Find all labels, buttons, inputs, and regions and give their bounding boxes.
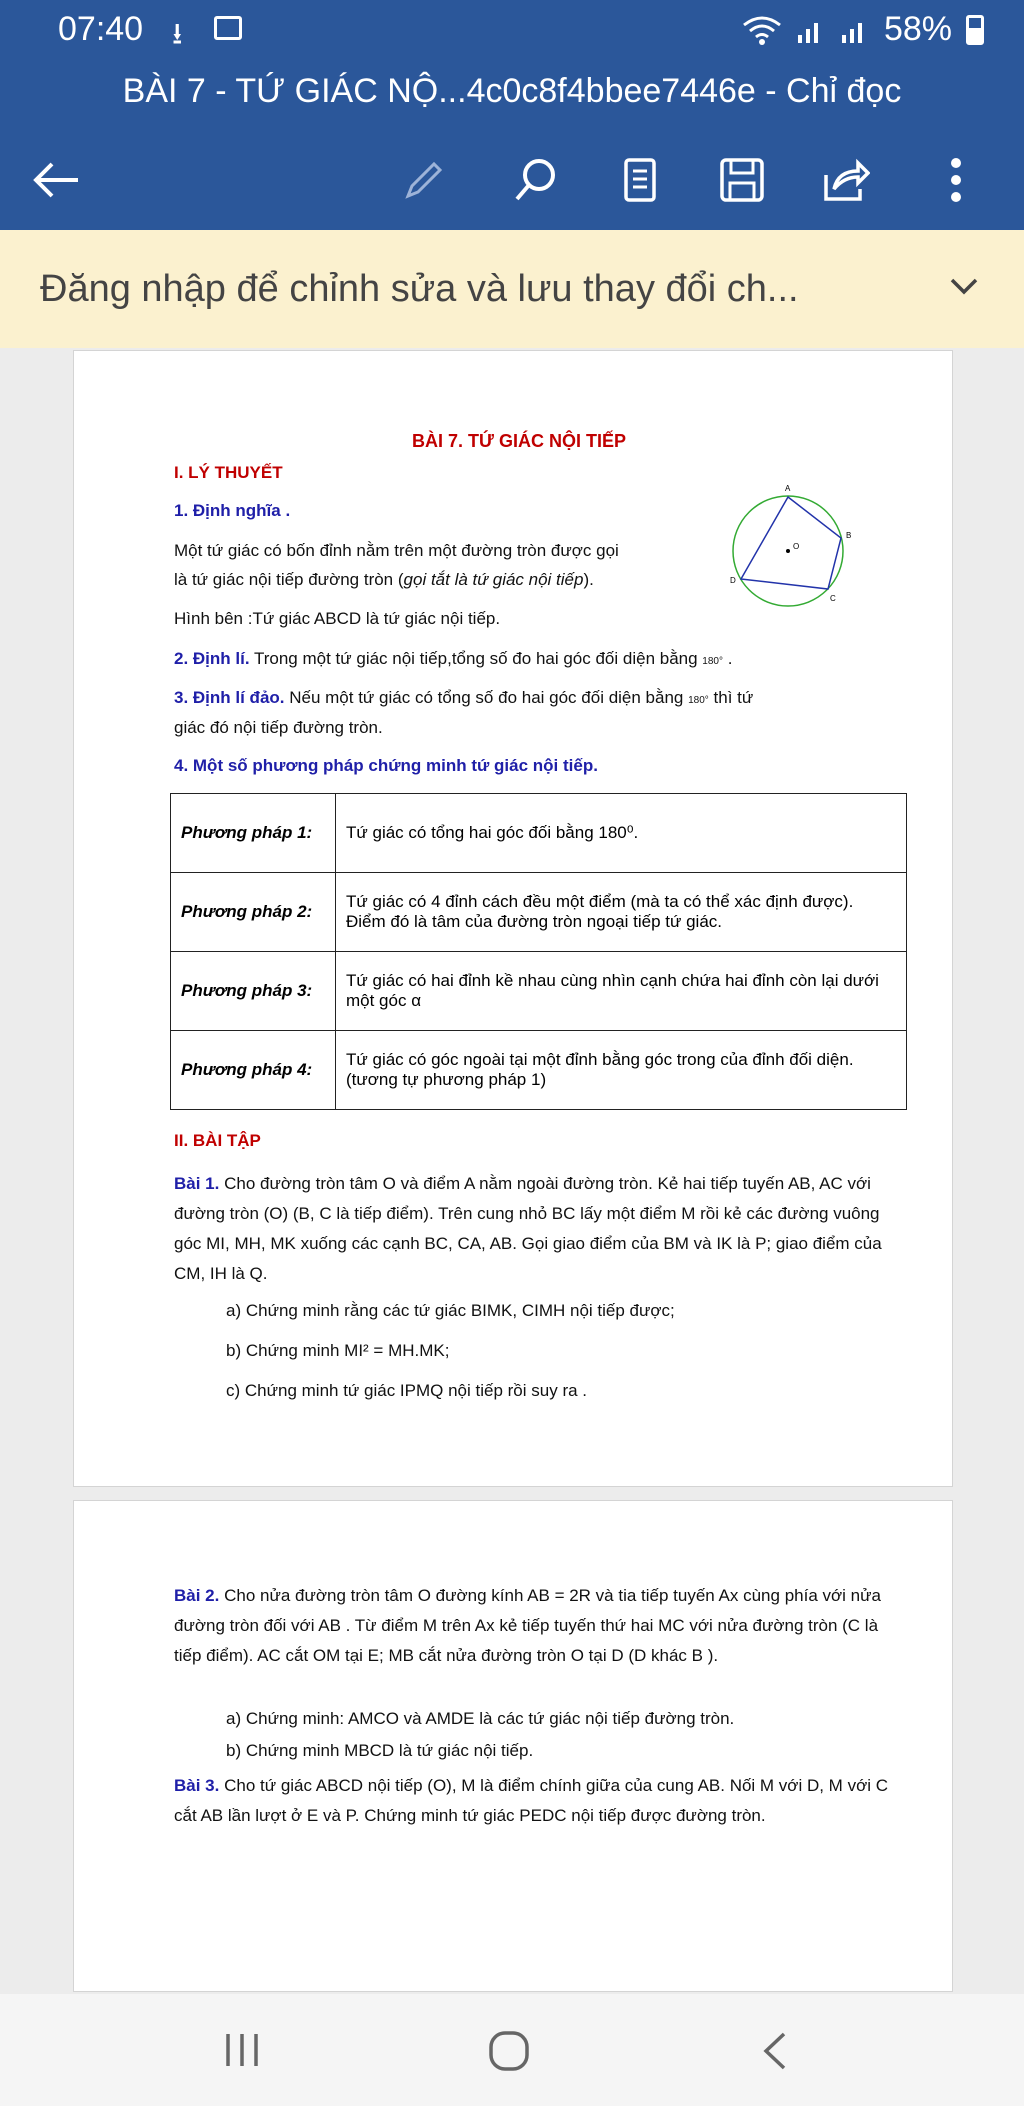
save-icon — [719, 157, 765, 203]
section-exercises: II. BÀI TẬP — [174, 1131, 261, 1150]
label-a: A — [785, 484, 791, 493]
method-name: Phương pháp 4: — [171, 1031, 336, 1110]
label-b: B — [846, 531, 852, 540]
method-desc: Tứ giác có tổng hai góc đối bằng 180⁰. — [336, 794, 907, 873]
chevron-down-icon[interactable] — [944, 266, 984, 311]
converse-label: 3. Định lí đảo. — [174, 688, 285, 707]
doc-title: BÀI 7. TỨ GIÁC NỘI TIẾP — [412, 431, 626, 451]
document-title: BÀI 7 - TỨ GIÁC NỘ...4c0c8f4bbee7446e - Chỉ đọc — [0, 64, 1024, 134]
nav-back-icon — [760, 2030, 790, 2072]
table-row — [171, 794, 907, 873]
method-name: Phương pháp 3: — [171, 952, 336, 1031]
more-vertical-icon — [950, 157, 962, 203]
exercise-1-label: Bài 1. — [174, 1174, 220, 1193]
image-notification-icon — [214, 16, 242, 40]
exercise-1-b: b) Chứng minh MI² = MH.MK; — [226, 1341, 450, 1360]
methods-table — [170, 793, 907, 1110]
section-theory: I. LÝ THUYẾT — [174, 463, 283, 482]
signin-banner[interactable] — [0, 230, 1024, 348]
nav-back-button[interactable] — [760, 2030, 790, 2077]
exercise-2-b: b) Chứng minh MBCD là tứ giác nội tiếp. — [226, 1741, 534, 1760]
battery-icon — [966, 15, 984, 45]
converse-line-2: giác đó nội tiếp đường tròn. — [174, 718, 383, 737]
document-view-icon — [623, 157, 657, 203]
theorem-line — [174, 649, 732, 669]
definition-line-3: Hình bên :Tứ giác ABCD là tứ giác nội tiếp. — [174, 609, 501, 628]
edit-button[interactable] — [396, 152, 452, 208]
more-options-button[interactable] — [928, 152, 984, 208]
table-row — [171, 1031, 907, 1110]
inscribed-quadrilateral-figure — [726, 481, 856, 611]
exercise-3-label: Bài 3. — [174, 1776, 220, 1795]
method-name: Phương pháp 1: — [171, 794, 336, 873]
signal-icon-2 — [840, 15, 870, 45]
definition-heading: 1. Định nghĩa . — [174, 501, 291, 520]
converse-text-2: thì tứ — [708, 688, 754, 707]
save-button[interactable] — [714, 152, 770, 208]
system-nav-bar — [0, 1994, 1024, 2106]
method-desc: Tứ giác có 4 đỉnh cách đều một điểm (mà ta có thể xác định được). Điểm đó là tâm của đường tròn ngoại tiếp tứ giác. — [336, 873, 907, 952]
exercise-2-text: Cho nửa đường tròn tâm O đường kính AB = 2R và tia tiếp tuyến Ax cùng phía với nửa đường tròn đối với AB . Từ điểm M trên Ax kẻ tiếp tuyến thứ hai MC với nửa đường tròn (C là tiếp điểm). AC cắt OM tại E; MB cắt nửa đường tròn O tại D (D khác B ). — [174, 1586, 881, 1665]
exercise-2-label: Bài 2. — [174, 1586, 220, 1605]
definition-line-2 — [174, 570, 594, 590]
exercise-1-c: c) Chứng minh tứ giác IPMQ nội tiếp rồi suy ra . — [226, 1381, 588, 1400]
method-desc: Tứ giác có góc ngoài tại một đỉnh bằng góc trong của đỉnh đối diện. (tương tự phương pháp 1) — [336, 1031, 907, 1110]
back-arrow-icon — [32, 160, 80, 200]
download-icon: ⭳ — [172, 18, 183, 51]
share-button[interactable] — [818, 152, 874, 208]
theorem-label: 2. Định lí. — [174, 649, 250, 668]
label-d: D — [730, 576, 736, 585]
exercise-1-text: Cho đường tròn tâm O và điểm A nằm ngoài đường tròn. Kẻ hai tiếp tuyến AB, AC với đường tròn (O) (B, C là tiếp điểm). Trên cung nhỏ BC lấy một điểm M rồi kẻ các đường vuông góc MI, MH, MK xuống các cạnh BC, CA, AB. Gọi giao điểm của BM và IK là P; giao điểm của CM, IH là Q. — [174, 1174, 882, 1283]
share-icon — [822, 157, 870, 203]
toolbar — [0, 134, 1024, 230]
method-name: Phương pháp 2: — [171, 873, 336, 952]
method-desc: Tứ giác có hai đỉnh kề nhau cùng nhìn cạnh chứa hai đỉnh còn lại dưới một góc α — [336, 952, 907, 1031]
back-button[interactable] — [28, 152, 84, 208]
label-c: C — [830, 594, 836, 603]
status-bar — [0, 0, 1024, 64]
converse-line — [174, 688, 753, 708]
signin-banner-text: Đăng nhập để chỉnh sửa và lưu thay đổi ch... — [40, 268, 799, 310]
recent-apps-button[interactable] — [222, 2030, 262, 2075]
definition-text-c: ). — [583, 570, 594, 589]
theorem-text: Trong một tứ giác nội tiếp,tổng số đo hai góc đối diện bằng — [249, 649, 703, 668]
recent-apps-icon — [222, 2030, 262, 2070]
pencil-icon — [402, 158, 446, 202]
exercise-3 — [174, 1771, 907, 1831]
clock: 07:40 — [58, 10, 144, 48]
exercise-3-text: Cho tứ giác ABCD nội tiếp (O), M là điểm chính giữa của cung AB. Nối M với D, M với C cắt AB lần lượt ở E và P. Chứng minh tứ giác PEDC nội tiếp được đường tròn. — [174, 1776, 888, 1825]
definition-text-b: gọi tắt là tứ giác nội tiếp — [403, 570, 584, 589]
label-o: O — [793, 542, 800, 551]
exercise-1-a: a) Chứng minh rằng các tứ giác BIMK, CIMH nội tiếp được; — [226, 1301, 675, 1320]
table-row — [171, 873, 907, 952]
theorem-degree: 180° — [702, 656, 723, 667]
converse-text: Nếu một tứ giác có tổng số đo hai góc đối diện bằng — [284, 688, 689, 707]
theorem-end: . — [722, 649, 733, 668]
document-page-2 — [73, 1500, 953, 1992]
home-icon — [488, 2030, 530, 2072]
converse-degree: 180° — [688, 695, 709, 706]
exercise-2 — [174, 1581, 907, 1671]
search-icon — [513, 157, 559, 203]
document-page-1 — [73, 350, 953, 1487]
search-button[interactable] — [508, 152, 564, 208]
exercise-1 — [174, 1169, 907, 1289]
signal-icon — [796, 15, 826, 45]
methods-heading: 4. Một số phương pháp chứng minh tứ giác nội tiếp. — [174, 756, 598, 775]
definition-line-1: Một tứ giác có bốn đỉnh nằm trên một đường tròn được gọi — [174, 541, 619, 560]
battery-percent: 58% — [883, 10, 952, 48]
wifi-icon — [742, 15, 782, 45]
table-row — [171, 952, 907, 1031]
home-button[interactable] — [488, 2030, 530, 2077]
exercise-2-a: a) Chứng minh: AMCO và AMDE là các tứ giác nội tiếp đường tròn. — [226, 1709, 735, 1728]
reading-view-button[interactable] — [612, 152, 668, 208]
definition-text-a: là tứ giác nội tiếp đường tròn ( — [174, 570, 404, 589]
